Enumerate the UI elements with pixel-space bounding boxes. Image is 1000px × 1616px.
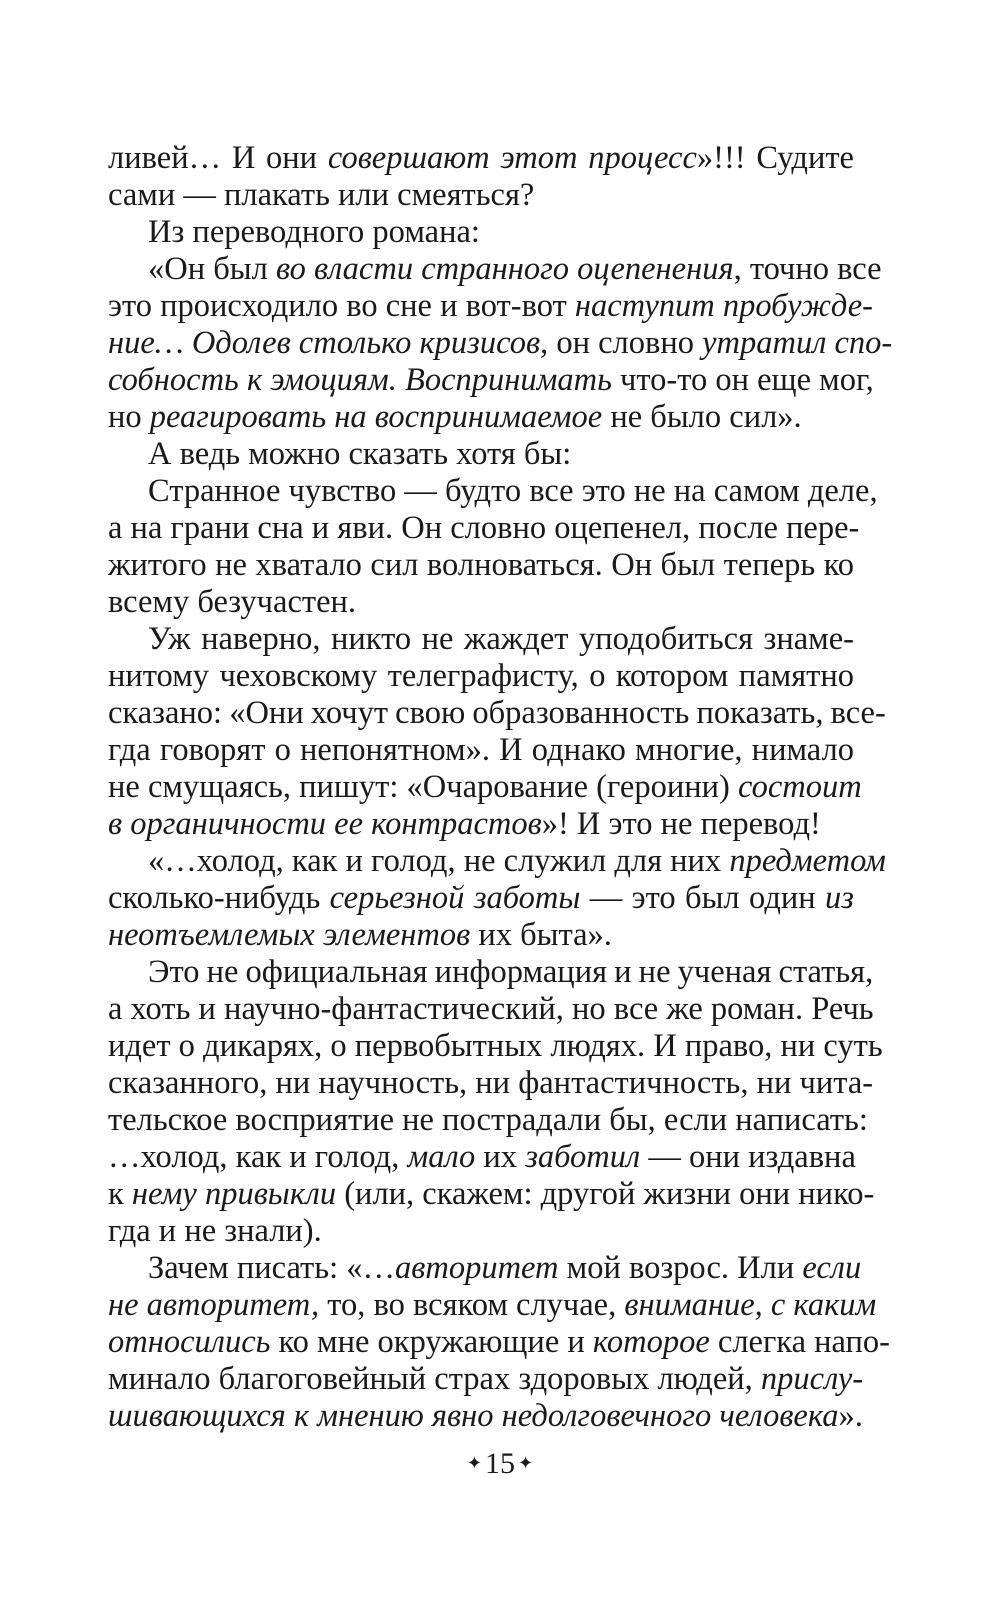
text-span: но	[108, 399, 150, 435]
italic-span: ние… Одолев столько кризисов,	[108, 325, 549, 361]
text-span: это происходило во сне и вот-вот	[108, 288, 575, 324]
text-line	[108, 1065, 874, 1102]
text-span: «Он был	[148, 251, 276, 287]
text-line	[108, 621, 854, 658]
text-line	[108, 1176, 875, 1213]
text-span: …холод, как и голод,	[108, 1139, 408, 1175]
text-line	[108, 177, 854, 214]
italic-span: предметом	[729, 843, 886, 879]
text-line	[108, 806, 854, 843]
text-span: их быта».	[470, 917, 612, 953]
text-line	[108, 436, 854, 473]
italic-span: нему привыкли	[131, 1176, 337, 1212]
text-line	[108, 1102, 868, 1139]
text-line	[108, 695, 886, 732]
text-span: — это был один	[580, 880, 826, 916]
text-line	[108, 991, 874, 1028]
text-span: ».	[838, 1398, 863, 1434]
text-span: «…холод, как и голод, не служил для них	[148, 843, 730, 879]
page-number	[0, 1445, 1000, 1482]
text-line	[108, 1028, 883, 1065]
text-line	[108, 954, 874, 991]
text-span: тельское восприятие не пострадали бы, если написать:	[108, 1102, 868, 1138]
text-line	[108, 325, 893, 362]
text-line	[108, 1324, 890, 1361]
text-span: сказано: «Они хочут свою образованность показать, все-	[108, 695, 886, 731]
text-span: всему безучастен.	[108, 584, 357, 620]
italic-span: которое	[592, 1324, 710, 1360]
text-span: (или, скажем: другой жизни они нико-	[336, 1176, 875, 1212]
italic-span: прислу-	[760, 1361, 864, 1397]
text-line	[108, 362, 874, 399]
text-span: не было сил».	[602, 399, 802, 435]
text-line	[108, 1398, 863, 1435]
text-line	[108, 510, 860, 547]
text-span: то, во всяком случае,	[319, 1287, 625, 1323]
italic-span: наступит пробужде-	[574, 288, 874, 324]
text-line	[108, 399, 854, 436]
text-line	[108, 584, 854, 621]
text-span: а на грани сна и яви. Он словно оцепенел, после пере-	[108, 510, 860, 546]
text-span: ливей… И они	[108, 140, 328, 176]
text-line	[108, 1361, 864, 1398]
text-span: »! И это не перевод!	[541, 806, 821, 842]
italic-span: неотъемлемых элементов	[108, 917, 471, 953]
text-line	[108, 880, 854, 917]
italic-span: заботил	[525, 1139, 641, 1175]
text-span: нитому чеховскому телеграфисту, о котором памятно	[108, 658, 854, 694]
text-span: ко мне окружающие и	[270, 1324, 593, 1360]
text-line	[108, 288, 874, 325]
text-line	[108, 214, 854, 251]
text-span: сами — плакать или смеяться?	[108, 177, 535, 213]
italic-span: не авторитет,	[108, 1287, 320, 1323]
page-text	[108, 140, 893, 1435]
italic-span: авторитет	[395, 1250, 559, 1286]
italic-span: мало	[407, 1139, 476, 1175]
text-span: сказанного, ни научность, ни фантастичность, ни чита-	[108, 1065, 874, 1101]
text-span: их	[475, 1139, 526, 1175]
italic-span: собность к эмоциям. Воспринимать	[108, 362, 612, 398]
text-line	[108, 843, 886, 880]
text-line	[108, 769, 862, 806]
text-span: А ведь можно сказать хотя бы:	[148, 436, 572, 472]
text-span: Уж наверно, никто не жаждет уподобиться знаме-	[148, 621, 854, 657]
italic-span: внимание, с каким	[624, 1287, 877, 1323]
italic-span: состоит	[737, 769, 862, 805]
text-span: Из переводного романа:	[148, 214, 480, 250]
text-span: не смущаясь, пишут: «Очарование (героини)	[108, 769, 738, 805]
text-line	[108, 547, 854, 584]
text-span: слегка напо-	[709, 1324, 890, 1360]
text-span: минало благоговейный страх здоровых людей,	[108, 1361, 761, 1397]
ornament-left-icon: ✦	[466, 1453, 482, 1473]
text-span: идет о дикарях, о первобытных людях. И право, ни суть	[108, 1028, 883, 1064]
italic-span: шивающихся к мнению явно недолговечного человека	[108, 1398, 839, 1434]
text-line	[108, 140, 854, 177]
text-span: к	[108, 1176, 132, 1212]
text-line	[108, 1213, 854, 1250]
italic-span: из	[825, 880, 854, 916]
italic-span: реагировать на воспринимаемое	[149, 399, 603, 435]
text-line	[108, 1250, 862, 1287]
italic-span: серьезной заботы	[329, 880, 581, 916]
italic-span: если	[802, 1250, 862, 1286]
italic-span: утратил спо-	[702, 325, 893, 361]
text-line	[108, 658, 854, 695]
italic-span: в органичности ее контрастов	[108, 806, 542, 842]
text-span: гда говорят о непонятном». И однако многие, нимало	[108, 732, 854, 768]
text-line	[108, 473, 878, 510]
text-span: он словно	[548, 325, 703, 361]
text-line	[108, 917, 854, 954]
text-span: — они издавна	[640, 1139, 856, 1175]
text-span: Странное чувство — будто все это не на самом деле,	[148, 473, 878, 509]
text-line	[108, 251, 882, 288]
italic-span: во власти странного оцепенения	[275, 251, 734, 287]
text-span: Это не официальная информация и не ученая статья,	[148, 954, 874, 990]
text-span: мой возрос. Или	[558, 1250, 803, 1286]
italic-span: совершают этот процесс	[327, 140, 697, 176]
text-span: что-то он еще мог,	[611, 362, 874, 398]
ornament-right-icon: ✦	[518, 1453, 534, 1473]
text-span: гда и не знали).	[108, 1213, 322, 1249]
text-span: житого не хватало сил волноваться. Он был теперь ко	[108, 547, 854, 583]
italic-span: относились	[108, 1324, 271, 1360]
text-line	[108, 1139, 854, 1176]
text-span: Зачем писать: «…	[148, 1250, 395, 1286]
text-span: »!!! Судите	[696, 140, 854, 176]
page-number-value: 15	[485, 1447, 515, 1480]
text-span: , точно все	[733, 251, 882, 287]
text-span: сколько-нибудь	[108, 880, 330, 916]
text-line	[108, 732, 854, 769]
text-span: а хоть и научно-фантастический, но все же роман. Речь	[108, 991, 874, 1027]
text-line	[108, 1287, 877, 1324]
